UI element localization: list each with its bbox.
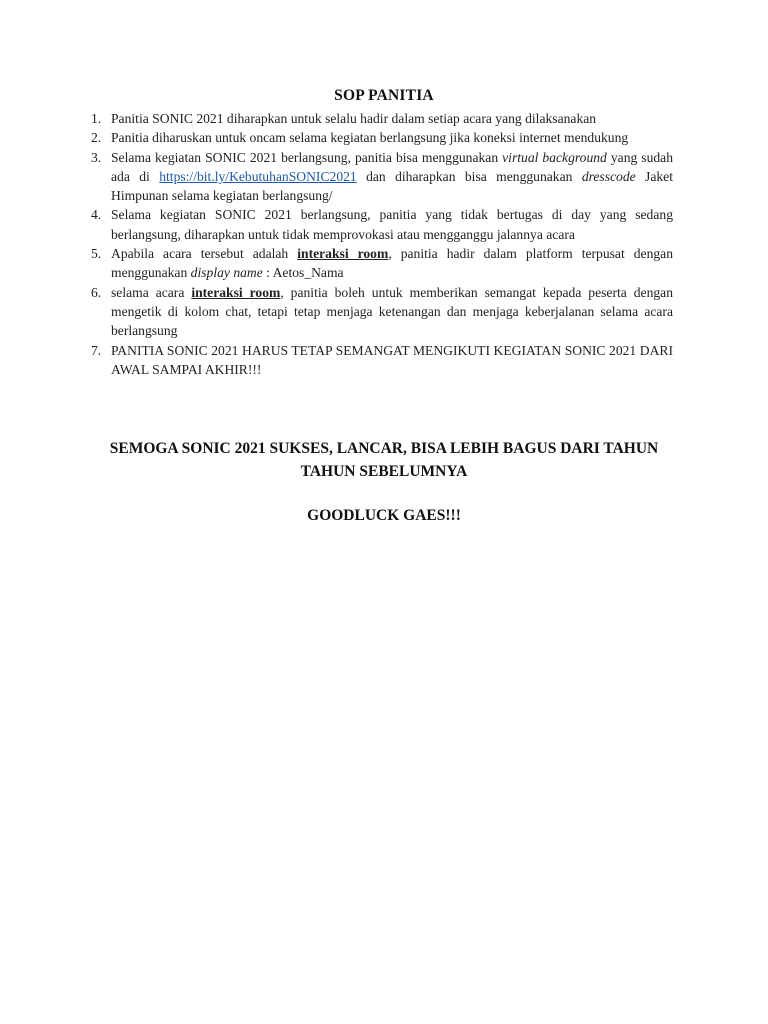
sop-item-6 bbox=[91, 283, 673, 341]
sop-item-text: Selama kegiatan SONIC 2021 berlangsung, panitia yang tidak bertugas di day yang sedang berlangsung, diharapkan untuk tidak memprovokasi atau mengganggu jalannya acara bbox=[111, 207, 673, 242]
sop-item-text: dan diharapkan bisa menggunakan bbox=[356, 168, 582, 184]
sop-item-text: , panitia hadir dalam platform terpusat dengan menggunakan bbox=[111, 246, 673, 281]
sop-item-text: , panitia boleh untuk memberikan semangat kepada peserta dengan mengetik di kolom chat, tetapi tetap menjaga ketenangan dan menjaga keberjalanan selama acara berlangsung bbox=[111, 284, 673, 339]
sop-item-3 bbox=[91, 148, 673, 206]
interaksi-room-term: interaksi room bbox=[297, 246, 389, 262]
sop-item-2 bbox=[91, 128, 673, 147]
sop-item-number: 1. bbox=[91, 111, 102, 126]
sop-item-text: : Aetos_Nama bbox=[262, 265, 344, 281]
sop-item-text: Panitia SONIC 2021 diharapkan untuk selalu hadir dalam setiap acara yang dilaksanakan bbox=[111, 111, 597, 126]
sop-item-1 bbox=[91, 109, 673, 128]
sop-list bbox=[91, 109, 673, 379]
goodluck-message: GOODLUCK GAES!!! bbox=[307, 507, 461, 524]
virtual-background-term: virtual background bbox=[502, 149, 607, 165]
sop-item-5 bbox=[91, 244, 673, 283]
sop-item-4 bbox=[91, 205, 673, 244]
sop-item-number: 6. bbox=[91, 284, 102, 300]
sop-item-number: 2. bbox=[91, 130, 102, 146]
sop-item-number: 4. bbox=[91, 207, 102, 223]
sop-item-7 bbox=[91, 341, 673, 380]
interaksi-room-term: interaksi room bbox=[191, 284, 281, 300]
sop-item-number: 5. bbox=[91, 246, 102, 262]
sop-item-number: 3. bbox=[91, 149, 102, 165]
sop-item-text: Panitia diharuskan untuk oncam selama kegiatan berlangsung jika koneksi internet mendukung bbox=[111, 130, 629, 146]
sop-item-text: yang sudah ada di bbox=[111, 149, 674, 184]
sop-item-number: 7. bbox=[91, 342, 102, 358]
sop-item-text: selama acara bbox=[111, 284, 192, 300]
closing-message: SEMOGA SONIC 2021 SUKSES, LANCAR, BISA LEBIH BAGUS DARI TAHUN TAHUN SEBELUMNYA bbox=[109, 440, 659, 480]
kebutuhan-sonic-link[interactable]: https://bit.ly/KebutuhanSONIC2021 bbox=[159, 168, 357, 184]
document-title: SOP PANITIA bbox=[334, 87, 434, 104]
sop-item-text: Apabila acara tersebut adalah bbox=[111, 246, 298, 262]
display-name-term: display name bbox=[190, 265, 263, 281]
sop-item-text: PANITIA SONIC 2021 HARUS TETAP SEMANGAT MENGIKUTI KEGIATAN SONIC 2021 DARI AWAL SAMPAI AKHIR!!! bbox=[111, 342, 673, 377]
sop-item-text: Selama kegiatan SONIC 2021 berlangsung, panitia bisa menggunakan bbox=[111, 149, 503, 165]
sop-item-text: Jaket Himpunan selama kegiatan berlangsung/ bbox=[111, 168, 673, 204]
dresscode-term: dresscode bbox=[581, 168, 636, 184]
